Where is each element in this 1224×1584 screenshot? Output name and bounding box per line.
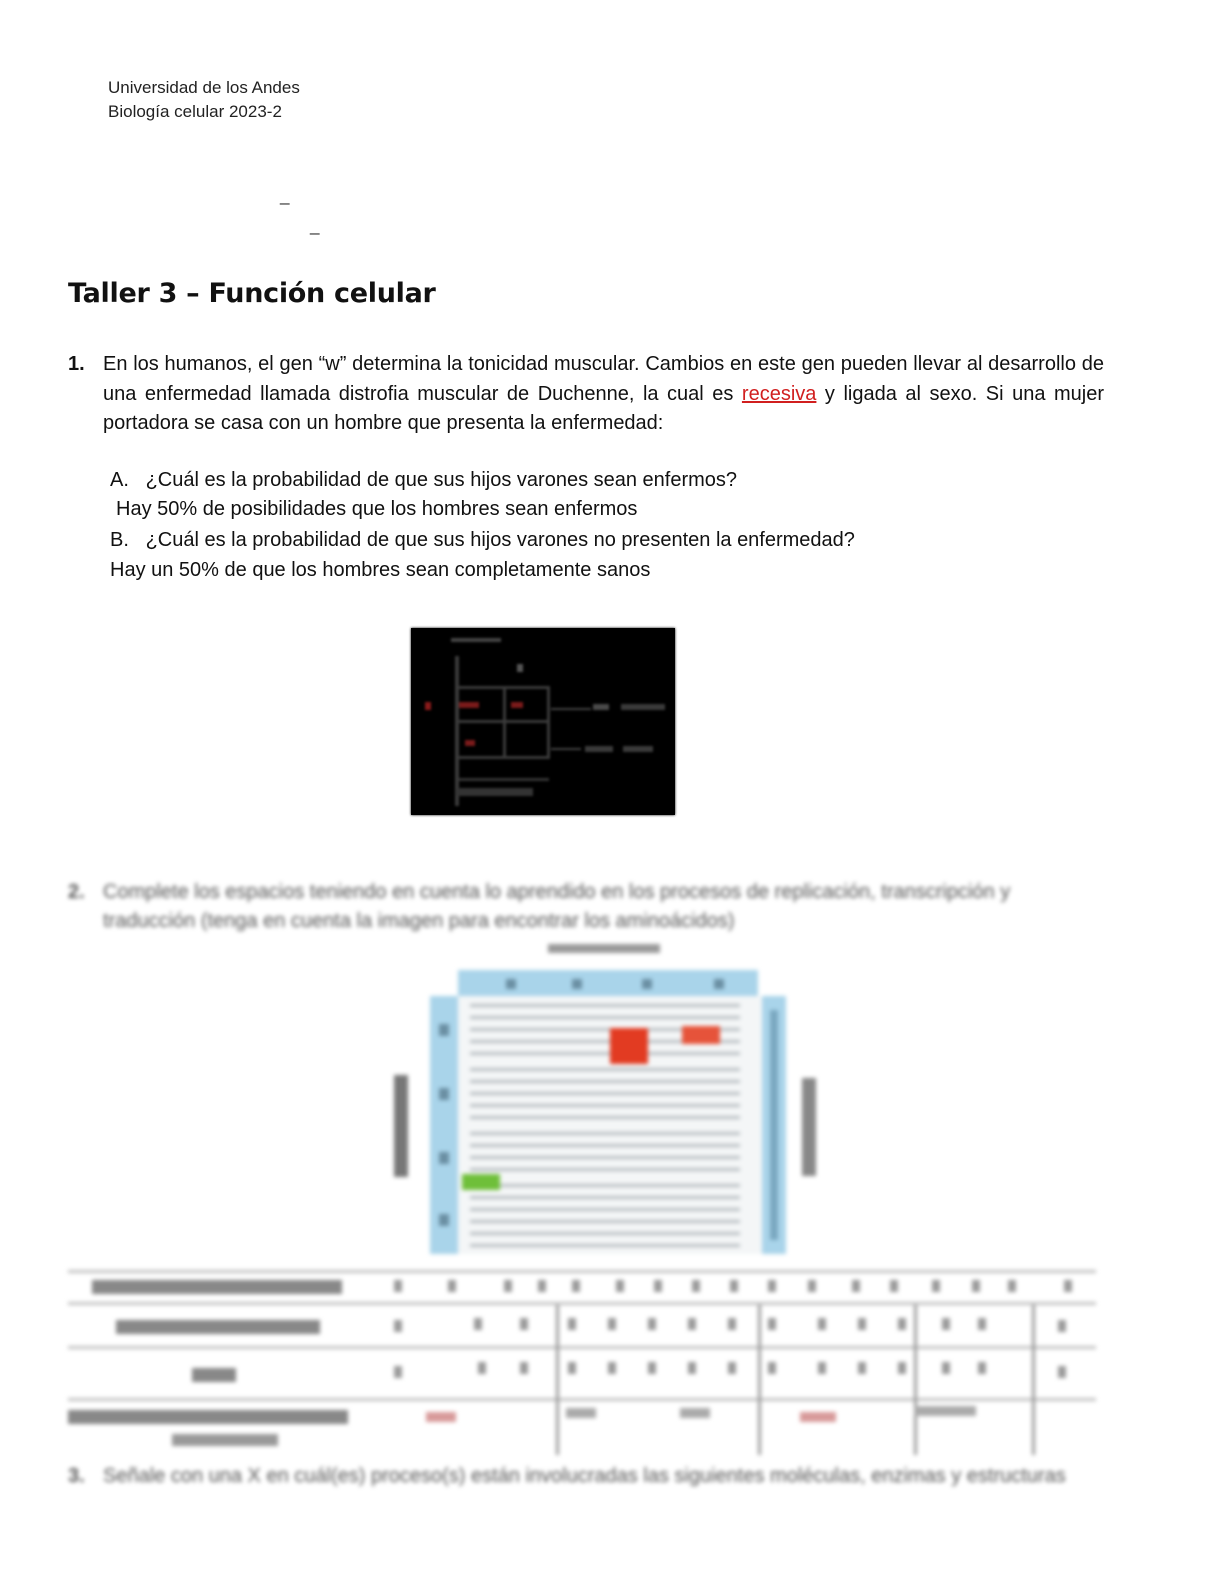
recesiva-highlight: recesiva: [741, 382, 817, 405]
question-3: [68, 1462, 1104, 1491]
codon-left-axis-label: [394, 1075, 408, 1177]
page-title: Taller 3 – Función celular: [68, 278, 436, 309]
dna-table-image: [68, 1270, 1096, 1460]
question-2-text: Complete los espacios teniendo en cuenta lo aprendido en los procesos de replicación, transcripción y traducción (tenga en cuenta la imagen para encontrar los aminoácidos): [103, 881, 1011, 932]
question-1: [68, 350, 1104, 439]
question-2: [68, 878, 1104, 936]
item-a-question: [110, 466, 737, 495]
item-b-letter: B.: [110, 529, 129, 551]
blank-line-1: _: [280, 186, 290, 205]
university-name: Universidad de los Andes: [108, 78, 300, 97]
item-a-letter: A.: [110, 469, 129, 491]
item-b-question-text: ¿Cuál es la probabilidad de que sus hijos varones no presenten la enfermedad?: [145, 529, 855, 551]
question-1-text: [103, 350, 1104, 439]
codon-right-axis-label: [802, 1078, 816, 1176]
item-b-answer: Hay un 50% de que los hombres sean completamente sanos: [110, 559, 651, 581]
punnett-square-image: [411, 628, 675, 815]
question-1-text-before: En los humanos, el gen “w” determina la tonicidad muscular. Cambios en este gen pueden llevar al desarrollo de una enfermedad llamada distrofia muscular de Duchenne, la cual es: [103, 353, 1104, 405]
question-1-text-after: y ligada al sexo. Si una mujer portadora se casa con un hombre que presenta la enfermedad:: [103, 382, 1104, 434]
item-a-question-text: ¿Cuál es la probabilidad de que sus hijos varones sean enfermos?: [145, 469, 738, 491]
question-3-number: 3.: [68, 1465, 85, 1487]
question-2-number: 2.: [68, 881, 85, 903]
question-3-text: Señale con una X en cuál(es) proceso(s) están involucradas las siguientes moléculas, enzimas y estructuras: [103, 1465, 1066, 1487]
course-name: Biología celular 2023-2: [108, 102, 282, 121]
question-1-number: 1.: [68, 353, 85, 375]
item-b-question: [110, 526, 855, 555]
codon-table-image: [430, 970, 790, 1260]
codon-table-caption: [548, 940, 660, 961]
blank-line-2: _: [310, 216, 320, 235]
item-a-answer: Hay 50% de posibilidades que los hombres sean enfermos: [116, 498, 638, 520]
